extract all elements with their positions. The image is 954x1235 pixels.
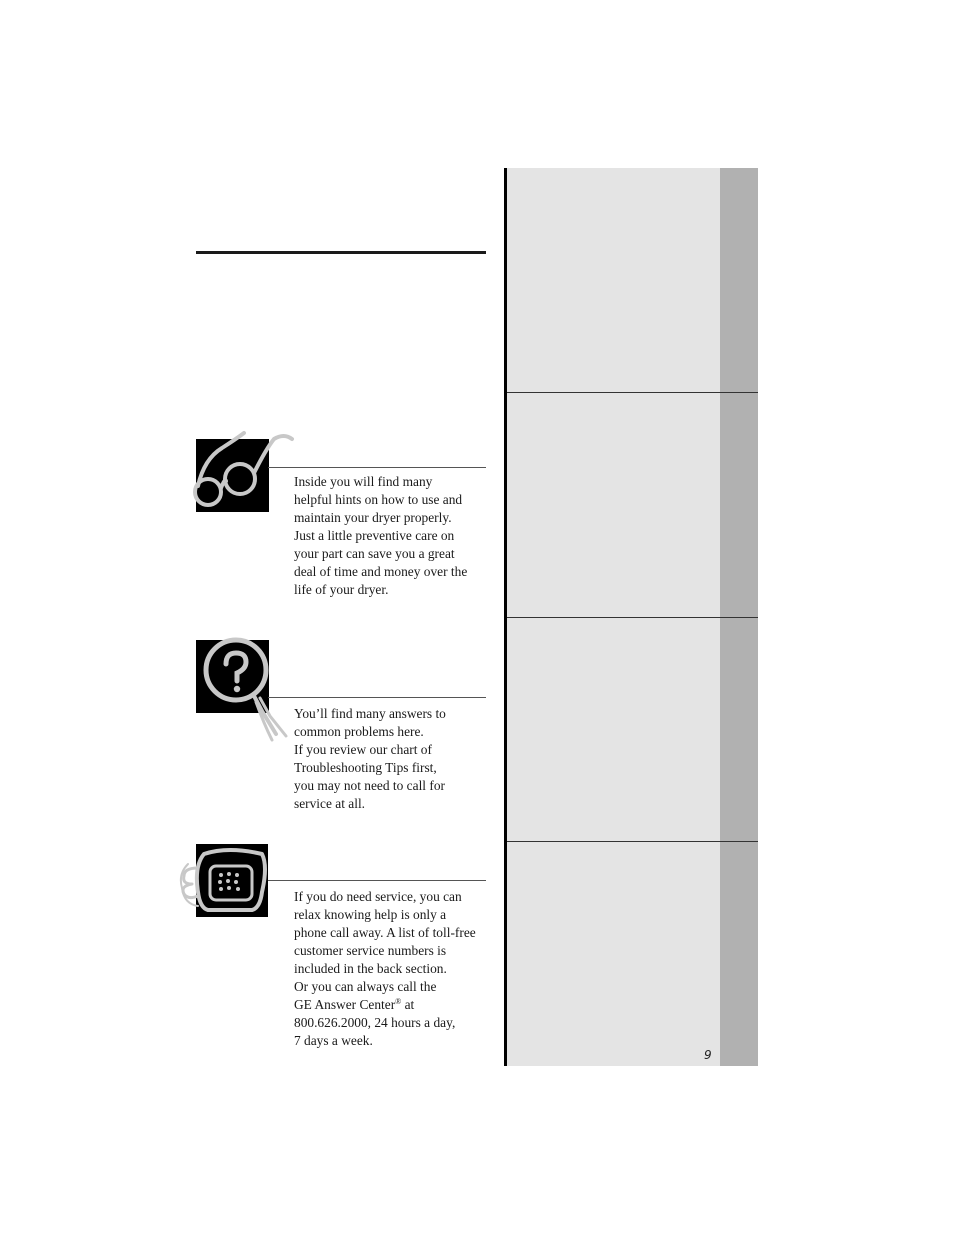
page-number: 9 <box>704 1048 712 1062</box>
section-rule-1 <box>268 467 486 468</box>
section-rule-3 <box>268 880 486 881</box>
section-text-care-tips: Inside you will find many helpful hints on how to use and maintain your dryer properly. Just a little preventive care on your part can save you a great deal of time and money over the life of your dryer. <box>294 474 468 597</box>
section-rule-2 <box>268 697 486 698</box>
section-text-service: If you do need service, you can relax knowing help is only a phone call away. A list of toll-free customer service numbers is included in the back section. Or you can always call the GE Answer Center® at 800.626.2000, 24 hours a day, 7 days a week. <box>294 888 490 1050</box>
side-divider-3 <box>507 841 758 842</box>
side-divider-2 <box>507 617 758 618</box>
side-divider-1 <box>507 392 758 393</box>
eyeglasses-icon <box>196 439 269 512</box>
section-text-troubleshooting: You’ll find many answers to common problems here. If you review our chart of Troubleshooting Tips first, you may not need to call for service at all. <box>294 706 446 811</box>
answer-center-line: GE Answer Center® at <box>294 997 415 1012</box>
top-rule <box>196 251 486 254</box>
side-panel <box>504 168 758 1066</box>
magnifier-question-icon <box>196 640 269 713</box>
telephone-icon <box>196 844 268 917</box>
registered-mark: ® <box>395 997 402 1006</box>
